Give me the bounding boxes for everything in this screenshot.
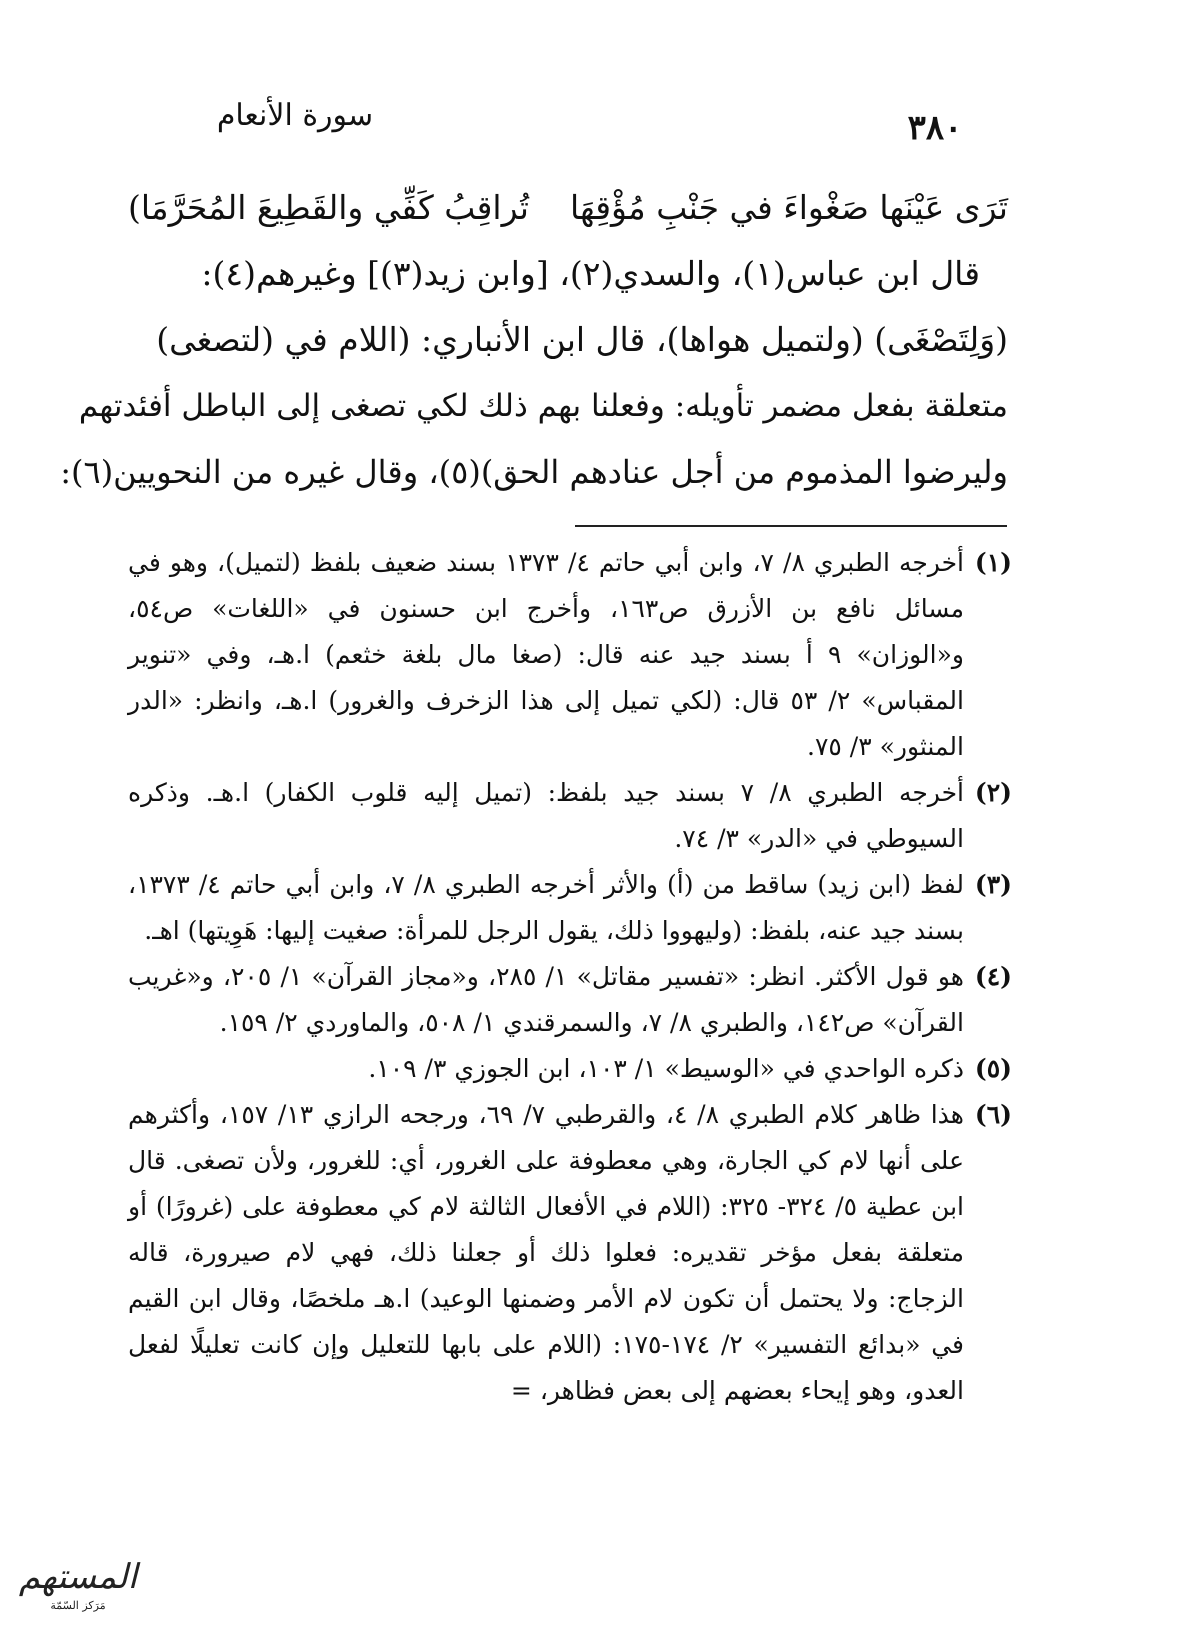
- footnote-number: (٢): [974, 778, 1012, 807]
- page-number: ٣٨٠: [907, 108, 963, 148]
- logo-main-text: المستهم: [18, 1557, 138, 1597]
- footnote-text: أخرجه الطبري ٨/ ٧، وابن أبي حاتم ٤/ ١٣٧٣ بسند ضعيف بلفظ (لتميل)، وهو في مسائل نافع بن الأزرق ص١٦٣، وأخرج ابن حسنون في «اللغات» ص٥٤، و«الوزان» ٩ أ بسند جيد عنه قال: (صغا مال بلغة خثعم) ا.هـ، وفي «تنوير المقباس» ٢/ ٥٣ قال: (لكي تميل إلى هذا الزخرف والغرور) ا.هـ، وانظر: «الدر المنثور» ٣/ ٧٥.: [128, 548, 965, 761]
- footnote-text: ذكره الواحدي في «الوسيط» ١/ ١٠٣، ابن الجوزي ٣/ ١٠٩.: [368, 1054, 964, 1083]
- publisher-logo: [18, 1555, 138, 1625]
- footnote-separator: [575, 525, 1007, 527]
- footnote-number: (٣): [974, 870, 1012, 899]
- running-title: سورة الأنعام: [216, 98, 374, 133]
- logo-sub-text: مَرَكز السّمّة: [50, 1599, 106, 1612]
- footnote: [128, 540, 1012, 770]
- footnote-number: (٦): [974, 1100, 1012, 1129]
- footnote: [128, 1046, 1012, 1092]
- footnote: [128, 770, 1012, 862]
- poem-verse: [128, 175, 1008, 241]
- text-line: (وَلِتَصْغَى) (ولتميل هواها)، قال ابن الأنباري: (اللام في (لتصغى): [156, 320, 1008, 359]
- footnote-text: لفظ (ابن زيد) ساقط من (أ) والأثر أخرجه الطبري ٨/ ٧، وابن أبي حاتم ٤/ ١٣٧٣، بسند جيد عنه، بلفظ: (وليهووا ذلك، يقول الرجل للمرأة: صغيت إليها: هَوِيتها) اهـ.: [128, 870, 965, 945]
- footnote: [128, 954, 1012, 1046]
- footnotes: [128, 540, 1012, 1414]
- poem-second-hemistich: تُراقِبُ كَفِّي والقَطِيعَ المُحَرَّمَا): [128, 188, 529, 227]
- footnote-text: أخرجه الطبري ٨/ ٧ بسند جيد بلفظ: (تميل إليه قلوب الكفار) ا.هـ. وذكره السيوطي في «الدر» ٣/ ٧٤.: [128, 778, 964, 853]
- footnote-number: (٥): [974, 1054, 1012, 1083]
- footnote: [128, 862, 1012, 954]
- text-line: قال ابن عباس(١)، والسدي(٢)، [وابن زيد(٣)] وغيرهم(٤):: [201, 254, 980, 293]
- text-line: وليرضوا المذموم من أجل عنادهم الحق)(٥)، وقال غيره من النحويين(٦):: [60, 453, 1008, 491]
- footnote-text: هو قول الأكثر. انظر: «تفسير مقاتل» ١/ ٢٨٥، و«مجاز القرآن» ١/ ٢٠٥، و«غريب القرآن» ص١٤٢، والطبري ٨/ ٧، والسمرقندي ١/ ٥٠٨، والماوردي ٢/ ١٥٩.: [128, 962, 964, 1037]
- text-line: متعلقة بفعل مضمر تأويله: وفعلنا بهم ذلك لكي تصغى إلى الباطل أفئدتهم: [78, 388, 1008, 424]
- footnote: [128, 1092, 1012, 1414]
- main-text: [60, 175, 1008, 505]
- footnote-number: (١): [974, 548, 1012, 577]
- footnote-number: (٤): [974, 962, 1012, 991]
- poem-first-hemistich: تَرَى عَيْنَها صَغْواءَ في جَنْبِ مُؤْقِهَا: [569, 188, 1008, 227]
- footnote-text: هذا ظاهر كلام الطبري ٨/ ٤، والقرطبي ٧/ ٦٩، ورجحه الرازي ١٣/ ١٥٧، وأكثرهم على أنها لام كي الجارة، وهي معطوفة على الغرور، أي: للغرور، ولأن تصغى. قال ابن عطية ٥/ ٣٢٤- ٣٢٥: (اللام في الأفعال الثالثة لام كي معطوفة على (غرورًا) أو متعلقة بفعل مؤخر تقديره: فعلوا ذلك أو جعلنا ذلك، فهي لام صيرورة، قاله الزجاج: ولا يحتمل أن تكون لام الأمر وضمنها الوعيد) ا.هـ ملخصًا، وقال ابن القيم في «بدائع التفسير» ٢/ ١٧٤-١٧٥: (اللام على بابها للتعليل وإن كانت تعليلًا لفعل العدو، وهو إيحاء بعضهم إلى بعض فظاهر، =: [128, 1100, 965, 1405]
